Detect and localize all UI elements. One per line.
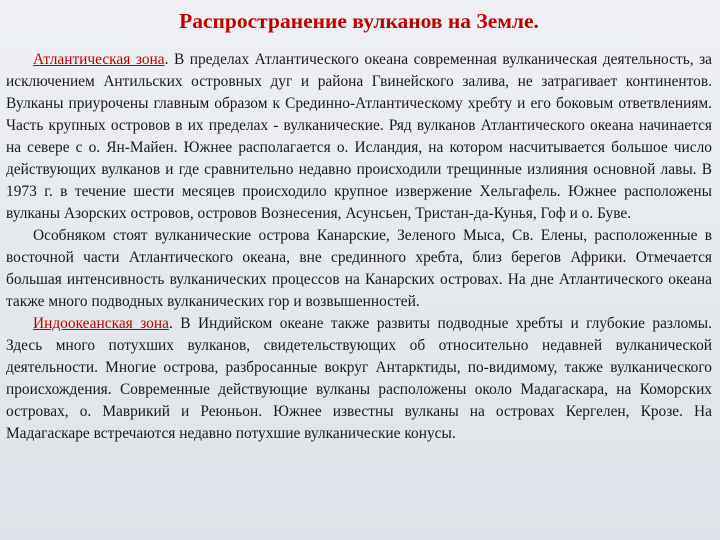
paragraph-atlantic-zone	[6, 49, 712, 225]
atlantic-zone-link[interactable]: Атлантическая зона	[33, 51, 165, 68]
paragraph-text: . В пределах Атлантического океана современная вулканическая деятельность, за исключением Антильских островных дуг и района Гвинейского залива, не затрагивает континентов. Вулканы приурочены главным образом к Срединно-Атлантическому хребту и его боковым ответвлениям. Часть крупных островов в их пределах - вулканические. Ряд вулканов Атлантического океана начинается на севере с о. Ян-Майен. Южнее располагается о. Исландия, на котором насчитывается большое число действующих вулканов и где сравнительно недавно происходили трещинные излияния основной лавы. В 1973 г. в течение шести месяцев происходило крупное извержение Хельгафель. Южнее расположены вулканы Азорских островов, островов Вознесения, Асунсьен, Тристан-да-Кунья, Гоф и о. Буве.	[6, 51, 712, 222]
paragraph-text: . В Индийском океане также развиты подводные хребты и глубокие разломы. Здесь много потухших вулканов, свидетельствующих об относительно недавней вулканической деятельности. Многие острова, разбросанные вокруг Антарктиды, по-видимому, также вулканического происхождения. Современные действующие вулканы расположены около Мадагаскара, на Коморских островах, о. Маврикий и Реюньон. Южнее известны вулканы на островах Кергелен, Крозе. На Мадагаскаре встречаются недавно потухшие вулканические конусы.	[6, 315, 712, 442]
slide-title: Распространение вулканов на Земле.	[179, 9, 539, 33]
paragraph-text: Особняком стоят вулканические острова Канарские, Зеленого Мыса, Св. Елены, расположенные в восточной части Атлантического океана, вне срединного хребта, близ берегов Африки. Отмечается большая интенсивность вулканических процессов на Канарских островах. На дне Атлантического океана также много подводных вулканических гор и возвышенностей.	[6, 227, 712, 310]
paragraph-indian-ocean-zone	[6, 313, 712, 445]
paragraph-eastern-atlantic-islands	[6, 225, 712, 313]
indian-ocean-zone-link[interactable]: Индоокеанская зона	[33, 315, 169, 332]
body-text	[6, 49, 712, 445]
